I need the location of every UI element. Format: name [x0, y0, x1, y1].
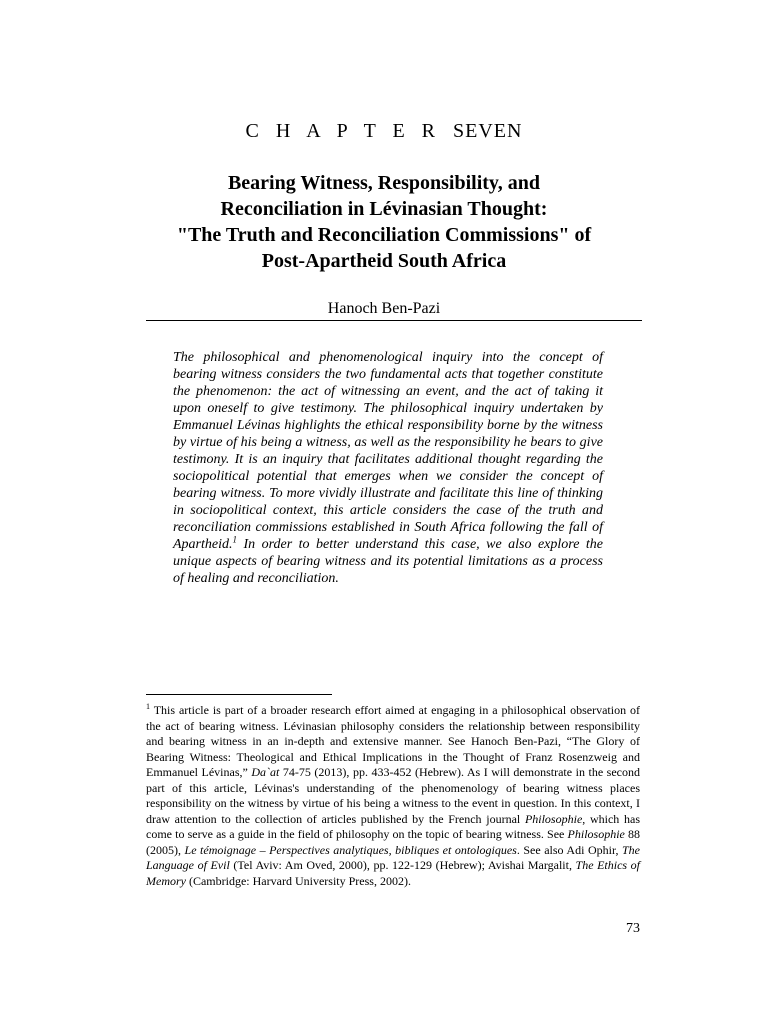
- chapter-number: SEVEN: [453, 120, 523, 142]
- title-line-3: "The Truth and Reconciliation Commissions" of: [176, 224, 592, 246]
- article-title: [120, 170, 648, 274]
- footnote-text-7: (Cambridge: Harvard University Press, 2002).: [185, 873, 411, 888]
- abstract-text-start: The philosophical and phenomenological inquiry into the concept of bearing witness considers the two fundamental acts that together constitute the phenomenon: the act of witnessing an event, and the act of taking it upon oneself to give testimony. The philosophical inquiry undertaken by Emmanuel Lévinas highlights the ethical responsibility borne by the witness by virtue of his being a witness, as well as the responsibility he bears to give testimony. It is an inquiry that facilitates additional thought regarding the sociopolitical potential that emerges when we consider the concept of bearing witness. To more vividly illustrate and facilitate this line of thinking in sociopolitical context, this article considers the case of the truth and reconciliation commissions established in South Africa following the fall of Apartheid.: [173, 350, 603, 552]
- author-name: Hanoch Ben-Pazi: [327, 300, 441, 317]
- chapter-heading: [0, 120, 768, 143]
- footnote-text-4: 88 (2005),: [146, 827, 641, 857]
- abstract-text-end: In order to better understand this case, we also explore the unique aspects of bearing witness and its potential limitations as a process of healing and reconciliation.: [173, 537, 603, 586]
- title-divider: [146, 320, 642, 321]
- title-line-4: Post-Apartheid South Africa: [261, 250, 507, 272]
- footnote: [146, 703, 640, 889]
- footnote-text-3: , which has come to serve as a guide in the field of philosophy on the topic of bearing witness. See: [146, 811, 640, 841]
- footnote-book-language-of-evil: The Language of Evil: [146, 842, 640, 872]
- footnote-journal-philosophie: Philosophie: [524, 811, 583, 826]
- footnote-book-ethics-of-memory: The Ethics of Memory: [146, 858, 640, 888]
- footnote-text-2: 74-75 (2013), pp. 433-452 (Hebrew). As I will demonstrate in the second part of this article, Lévinas's understanding of the phenomenology of bearing witness places responsibility on the witness by virtue of his being a witness to the event in question. In this context, I draw attention to the collection of articles published by the French journal: [146, 765, 640, 826]
- footnote-issue-title: Le témoignage – Perspectives analytiques, bibliques et ontologiques: [184, 842, 517, 857]
- footnote-journal-philosophie-2: Philosophie: [567, 827, 625, 841]
- footnote-text-5: . See also Adi Ophir,: [516, 842, 622, 857]
- footnote-text-1: This article is part of a broader research effort aimed at engaging in a philosophical observation of the act of bearing witness. Lévinasian philosophy considers the relationship between responsibility and bearing witness in an in-depth and extensive manner. See Hanoch Ben-Pazi, “The Glory of Bearing Witness: Theological and Ethical Implications in the Thought of Franz Rosenzweig and Emmanuel Lévinas,”: [146, 703, 640, 779]
- title-line-1: Bearing Witness, Responsibility, and: [227, 172, 541, 194]
- footnote-divider: [146, 694, 332, 695]
- abstract-paragraph: [173, 349, 603, 587]
- title-line-2: Reconciliation in Lévinasian Thought:: [220, 198, 548, 220]
- footnote-marker: 1: [146, 702, 150, 711]
- chapter-label: C H A P T E R: [245, 120, 441, 142]
- footnote-text-6: (Tel Aviv: Am Oved, 2000), pp. 122-129 (Hebrew); Avishai Margalit,: [229, 858, 576, 872]
- page-number: 73: [626, 921, 640, 936]
- footnote-reference[interactable]: 1: [232, 534, 237, 545]
- footnote-journal-daat: Da`at: [251, 765, 280, 779]
